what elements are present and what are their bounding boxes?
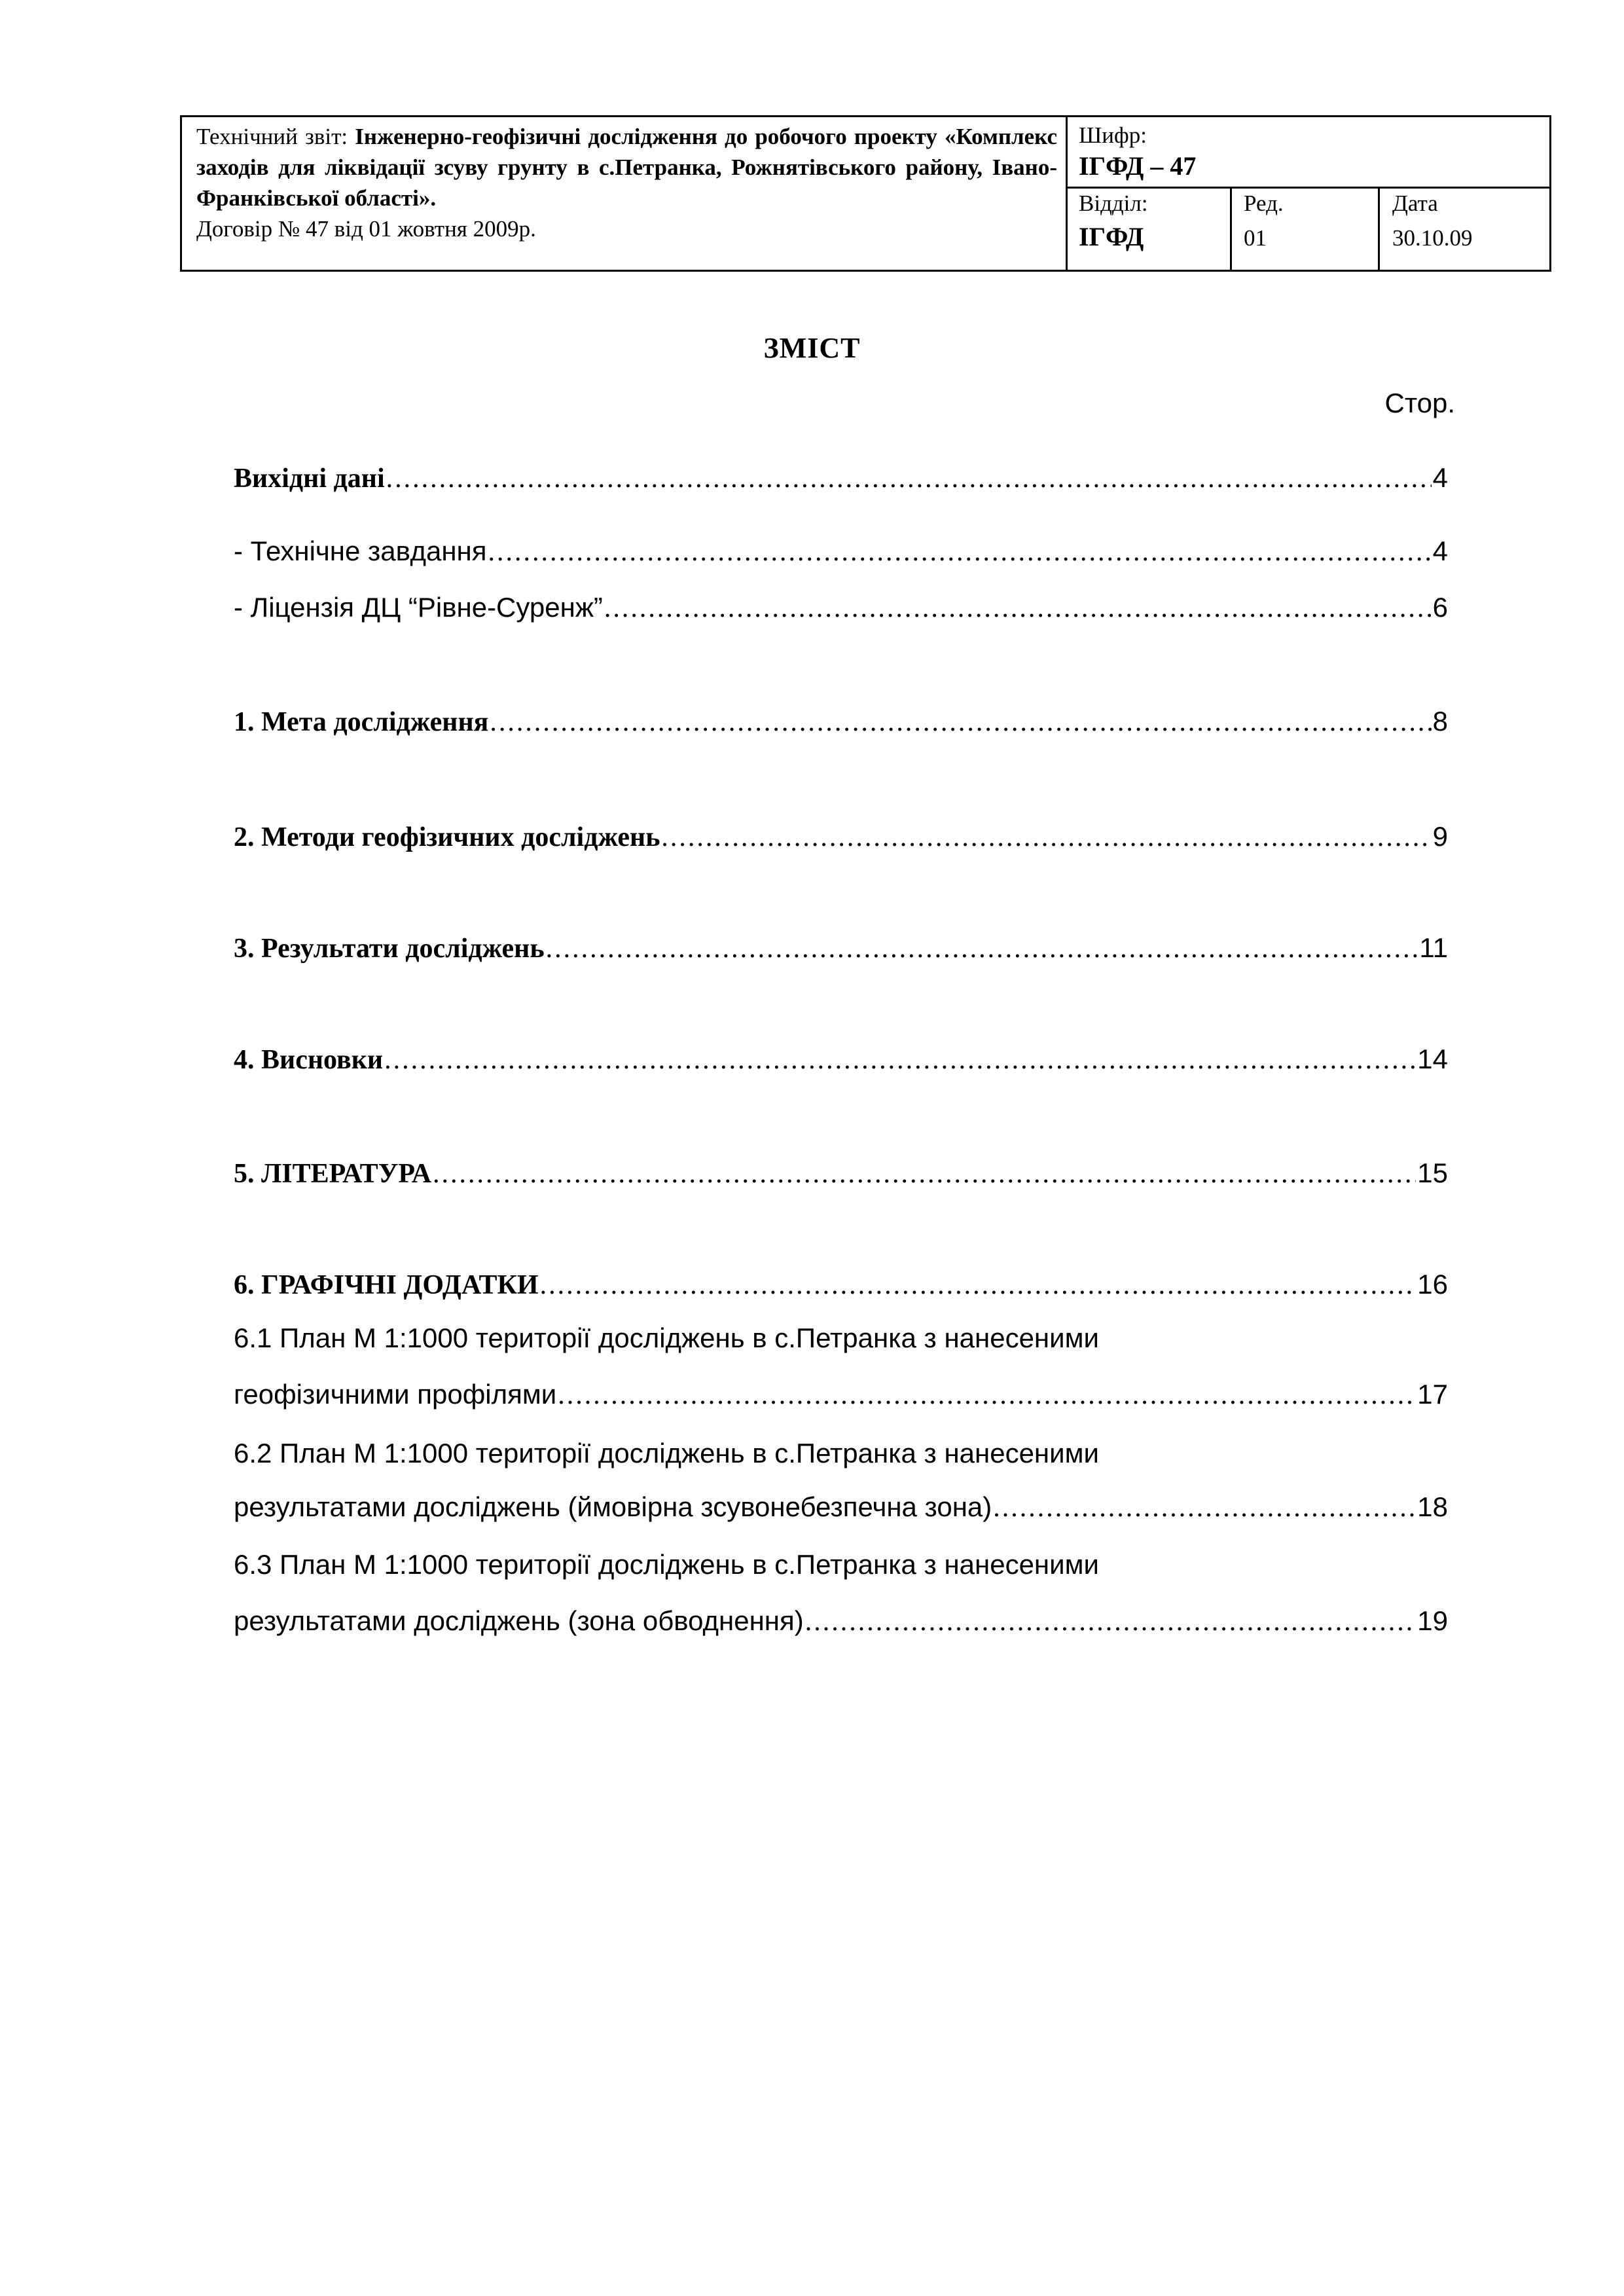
toc-entry-appendix-6-1[interactable] xyxy=(234,1379,1448,1418)
toc-entry-label: 5. ЛІТЕРАТУРА xyxy=(234,1159,432,1189)
toc-entry-initial-data[interactable] xyxy=(234,462,1448,501)
department-value: ІГФД xyxy=(1079,222,1144,251)
cipher-value: ІГФД – 47 xyxy=(1079,151,1197,181)
toc-entry-page: 4 xyxy=(1432,462,1448,493)
contract-line: Договір № 47 від 01 жовтня 2009р. xyxy=(196,216,536,242)
dot-leader xyxy=(604,592,1432,624)
appendix-6-1-line1: 6.1 План М 1:1000 території досліджень в с.Петранка з нанесеними xyxy=(234,1322,1099,1353)
toc-entry-label: Вихідні дані xyxy=(234,464,385,494)
toc-entry-page: 17 xyxy=(1417,1379,1448,1410)
toc-entry-license[interactable] xyxy=(234,592,1448,631)
toc-entry-page: 8 xyxy=(1432,706,1448,737)
toc-entry-label: 2. Методи геофізичних досліджень xyxy=(234,822,660,852)
toc-entry-page: 18 xyxy=(1417,1491,1448,1522)
dot-leader xyxy=(805,1606,1416,1637)
toc-entry-appendix-6-2[interactable] xyxy=(234,1491,1448,1531)
toc-entry-page: 15 xyxy=(1417,1157,1448,1188)
toc-entry-section-6[interactable] xyxy=(234,1269,1448,1308)
toc-entry-page: 6 xyxy=(1432,592,1448,623)
toc-entry-appendix-6-3[interactable] xyxy=(234,1605,1448,1645)
toc-entry-page: 9 xyxy=(1432,821,1448,852)
toc-entry-label: результатами досліджень (зона обводнення) xyxy=(234,1605,804,1636)
toc-entry-label: результатами досліджень (ймовірна зсувонебезпечна зона) xyxy=(234,1491,992,1522)
toc-title: ЗМІСТ xyxy=(763,332,861,364)
toc-entry-page: 19 xyxy=(1417,1605,1448,1636)
date-value: 30.10.09 xyxy=(1392,225,1473,251)
toc-entry-section-4[interactable] xyxy=(234,1044,1448,1083)
toc-entry-technical-task[interactable] xyxy=(234,536,1448,575)
toc-entry-label: 1. Мета дослідження xyxy=(234,707,489,737)
toc-entry-section-2[interactable] xyxy=(234,821,1448,860)
toc-entry-page: 16 xyxy=(1417,1269,1448,1300)
dot-leader xyxy=(661,822,1431,853)
dot-leader xyxy=(384,1044,1416,1076)
report-title: Інженерно-геофізичні дослідження до робочого проекту «Комплекс заходів для ліквідації зсуву грунту в с.Петранка, Рожнятівського району, Івано-Франківської області». xyxy=(196,124,1058,211)
revision-value: 01 xyxy=(1244,225,1267,251)
revision-label: Ред. xyxy=(1244,191,1284,216)
dot-leader xyxy=(558,1379,1416,1411)
title-block xyxy=(180,115,1551,272)
report-label: Технічний звіт: xyxy=(196,124,348,149)
toc-entry-label: 6. ГРАФІЧНІ ДОДАТКИ xyxy=(234,1270,539,1300)
toc-entry-label: 3. Результати досліджень xyxy=(234,934,545,964)
toc-entry-page: 14 xyxy=(1417,1044,1448,1074)
dot-leader xyxy=(546,933,1418,964)
dot-leader xyxy=(488,536,1431,568)
toc-entry-page: 11 xyxy=(1419,932,1448,963)
toc-entry-section-5[interactable] xyxy=(234,1157,1448,1197)
appendix-6-2-line1: 6.2 План М 1:1000 території досліджень в с.Петранка з нанесеними xyxy=(234,1438,1099,1468)
toc-entry-section-3[interactable] xyxy=(234,932,1448,972)
dot-leader xyxy=(433,1158,1416,1190)
department-label: Відділ: xyxy=(1079,191,1148,216)
cipher-label: Шифр: xyxy=(1079,122,1147,148)
dot-leader xyxy=(490,706,1431,738)
toc-entry-label: 4. Висновки xyxy=(234,1045,384,1075)
toc-entry-label: - Технічне завдання xyxy=(234,536,487,566)
page-column-label: Стор. xyxy=(1384,388,1455,418)
toc-entry-label: геофізичними профілями xyxy=(234,1379,557,1410)
report-description xyxy=(196,121,1057,244)
toc-entry-label: - Ліцензія ДЦ “Рівне-Суренж” xyxy=(234,592,603,623)
toc-entry-section-1[interactable] xyxy=(234,706,1448,745)
toc-entry-page: 4 xyxy=(1432,536,1448,566)
dot-leader xyxy=(386,463,1432,494)
dot-leader xyxy=(540,1269,1416,1301)
appendix-6-3-line1: 6.3 План М 1:1000 території досліджень в с.Петранка з нанесеними xyxy=(234,1549,1099,1580)
date-label: Дата xyxy=(1392,191,1438,216)
dot-leader xyxy=(993,1492,1416,1523)
